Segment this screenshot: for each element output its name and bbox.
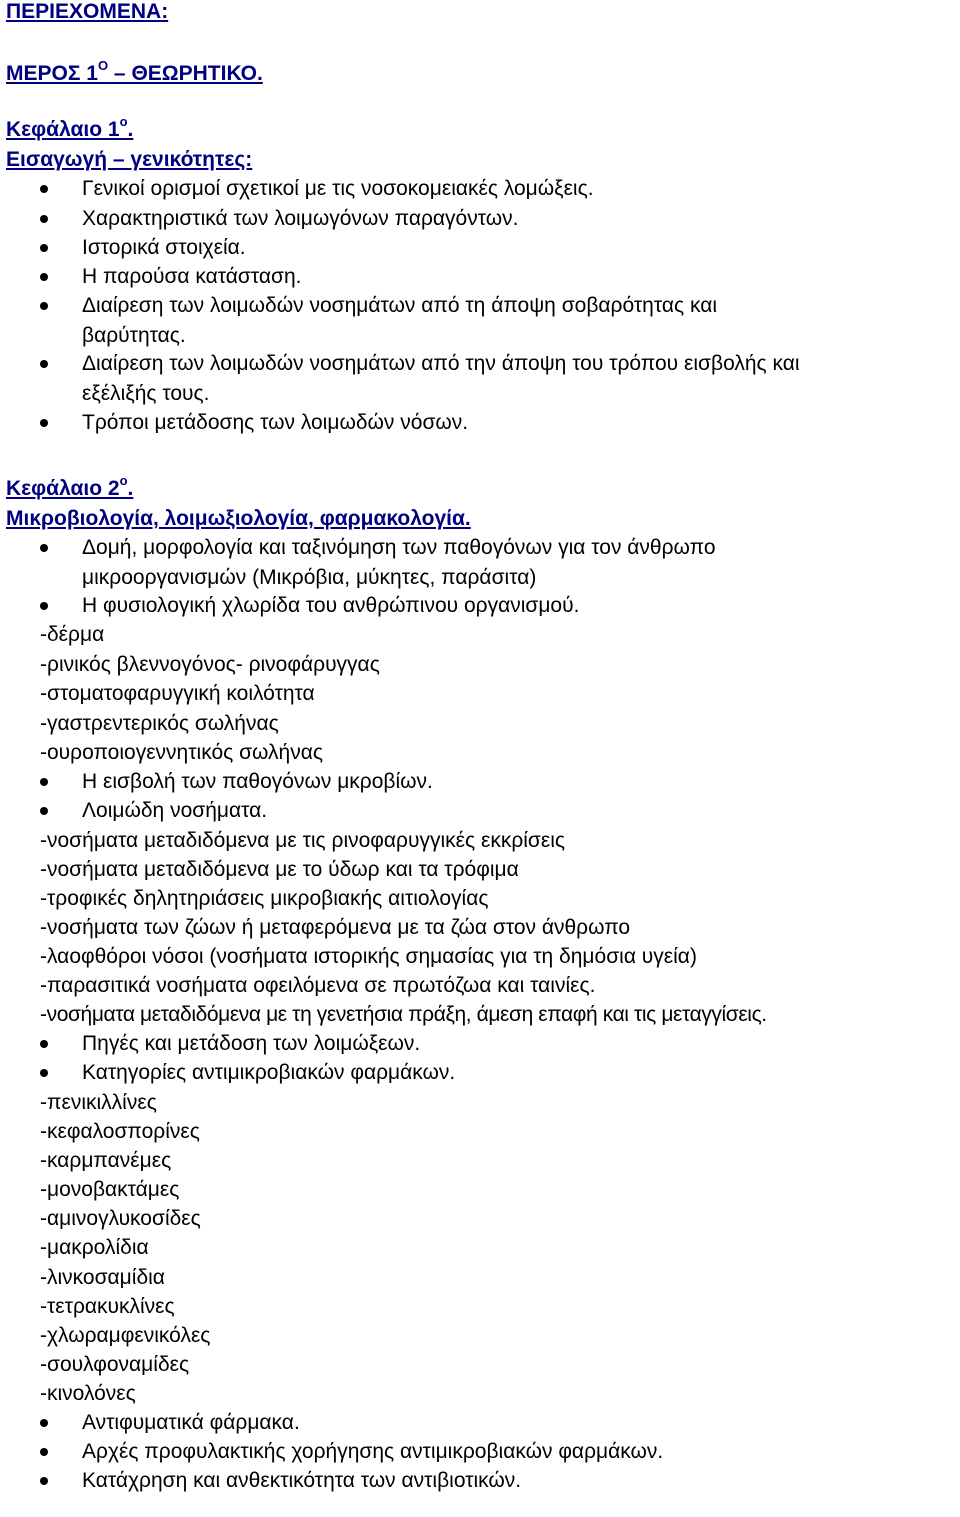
- sub-item: -καρμπανέμες: [40, 1149, 172, 1172]
- bullet-icon: [40, 1069, 48, 1077]
- bullet-icon: [40, 360, 48, 368]
- chapter2-label: Κεφάλαιο 2: [6, 477, 120, 500]
- chapter1-dot: .: [127, 118, 134, 141]
- sub-item: -γαστρεντερικός σωλήνας: [40, 712, 279, 735]
- bullet-icon: [40, 807, 48, 815]
- bullet-icon: [40, 602, 48, 610]
- chapter2-sup: ο: [119, 473, 128, 488]
- sub-item: -νοσήματα μεταδιδόμενα με τις ρινοφαρυγγικές εκκρίσεις: [40, 829, 566, 852]
- chapter1-subtitle: Εισαγωγή – γενικότητες:: [6, 148, 253, 171]
- page-title: ΠΕΡΙΕΧΟΜΕΝΑ:: [6, 0, 169, 23]
- chapter2-heading: [6, 473, 134, 501]
- bullet-icon: [40, 185, 48, 193]
- sub-item: -σουλφοναμίδες: [40, 1353, 190, 1376]
- bullet-icon: [40, 302, 48, 310]
- bullet-icon: [40, 778, 48, 786]
- bullet-icon: [40, 273, 48, 281]
- sub-item: -ρινικός βλεννογόνος- ρινοφάρυγγας: [40, 653, 380, 676]
- list-item: Αρχές προφυλακτικής χορήγησης αντιμικροβιακών φαρμάκων.: [82, 1440, 664, 1463]
- part-rest: – ΘΕΩΡΗΤΙΚΟ.: [108, 62, 263, 85]
- sub-item: -παρασιτικά νοσήματα οφειλόμενα σε πρωτόζωα και ταινίες.: [40, 974, 596, 997]
- bullet-icon: [40, 215, 48, 223]
- sub-item: -τροφικές δηλητηριάσεις μικροβιακής αιτιολογίας: [40, 887, 489, 910]
- sub-item: -λαοφθόροι νόσοι (νοσήματα ιστορικής σημασίας για τη δημόσια υγεία): [40, 945, 697, 968]
- list-item: Κατάχρηση και ανθεκτικότητα των αντιβιοτικών.: [82, 1469, 522, 1492]
- list-item: Η εισβολή των παθογόνων μκροβίων.: [82, 770, 433, 793]
- list-item: Λοιμώδη νοσήματα.: [82, 799, 268, 822]
- list-item: Δομή, μορφολογία και ταξινόμηση των παθογόνων για τον άνθρωπο: [82, 536, 716, 559]
- sub-item: -στοματοφαρυγγική κοιλότητα: [40, 682, 315, 705]
- list-item: Κατηγορίες αντιμικροβιακών φαρμάκων.: [82, 1061, 456, 1084]
- bullet-icon: [40, 1419, 48, 1427]
- list-item: Πηγές και μετάδοση των λοιμώξεων.: [82, 1032, 421, 1055]
- sub-item: -μονοβακτάμες: [40, 1178, 180, 1201]
- bullet-icon: [40, 244, 48, 252]
- list-item: Χαρακτηριστικά των λοιμωγόνων παραγόντων.: [82, 207, 519, 230]
- chapter1-heading: [6, 114, 134, 142]
- bullet-icon: [40, 1448, 48, 1456]
- sub-item: -κεφαλοσπορίνες: [40, 1120, 200, 1143]
- bullet-icon: [40, 544, 48, 552]
- sub-item: -λινκοσαμίδια: [40, 1266, 165, 1289]
- sub-item: -ουροποιογεννητικός σωλήνας: [40, 741, 323, 764]
- part-label: ΜΕΡΟΣ 1: [6, 62, 98, 85]
- sub-item: -αμινογλυκοσίδες: [40, 1207, 201, 1230]
- sub-item: -νοσήματα των ζώων ή μεταφερόμενα με τα ζώα στον άνθρωπο: [40, 916, 631, 939]
- list-item: Τρόποι μετάδοσης των λοιμωδών νόσων.: [82, 411, 469, 434]
- sub-item: -δέρμα: [40, 623, 105, 646]
- list-item: Διαίρεση των λοιμωδών νοσημάτων από τη άποψη σοβαρότητας και: [82, 294, 717, 317]
- list-item-continuation: μικροοργανισμών (Μικρόβια, μύκητες, παράσιτα): [82, 566, 537, 589]
- sub-item: -νοσήματα μεταδιδόμενα με τη γενετήσια πράξη, άμεση επαφή και τις μεταγγίσεις.: [40, 1003, 767, 1026]
- sub-item: -μακρολίδια: [40, 1236, 149, 1259]
- list-item: Ιστορικά στοιχεία.: [82, 236, 246, 259]
- chapter2-dot: .: [127, 477, 134, 500]
- list-item: Διαίρεση των λοιμωδών νοσημάτων από την άποψη του τρόπου εισβολής και: [82, 352, 800, 375]
- list-item-continuation: βαρύτητας.: [82, 324, 186, 347]
- list-item: Γενικοί ορισμοί σχετικοί με τις νοσοκομειακές λομώξεις.: [82, 177, 594, 200]
- chapter1-sup: ο: [119, 114, 128, 129]
- sub-item: -χλωραμφενικόλες: [40, 1324, 211, 1347]
- list-item-continuation: εξέλιξής τους.: [82, 382, 210, 405]
- list-item: Αντιφυματικά φάρμακα.: [82, 1411, 300, 1434]
- sub-item: -νοσήματα μεταδιδόμενα με το ύδωρ και τα τρόφιμα: [40, 858, 519, 881]
- sub-item: -τετρακυκλίνες: [40, 1295, 175, 1318]
- part-heading: [6, 58, 263, 86]
- chapter2-subtitle: Μικροβιολογία, λοιμωξιολογία, φαρμακολογία.: [6, 507, 471, 530]
- sub-item: -πενικιλλίνες: [40, 1091, 157, 1114]
- sub-item: -κινολόνες: [40, 1382, 136, 1405]
- part-sup: Ο: [97, 58, 109, 73]
- bullet-icon: [40, 1477, 48, 1485]
- list-item: Η φυσιολογική χλωρίδα του ανθρώπινου οργανισμού.: [82, 594, 580, 617]
- list-item: Η παρούσα κατάσταση.: [82, 265, 302, 288]
- bullet-icon: [40, 419, 48, 427]
- chapter1-label: Κεφάλαιο 1: [6, 118, 120, 141]
- bullet-icon: [40, 1040, 48, 1048]
